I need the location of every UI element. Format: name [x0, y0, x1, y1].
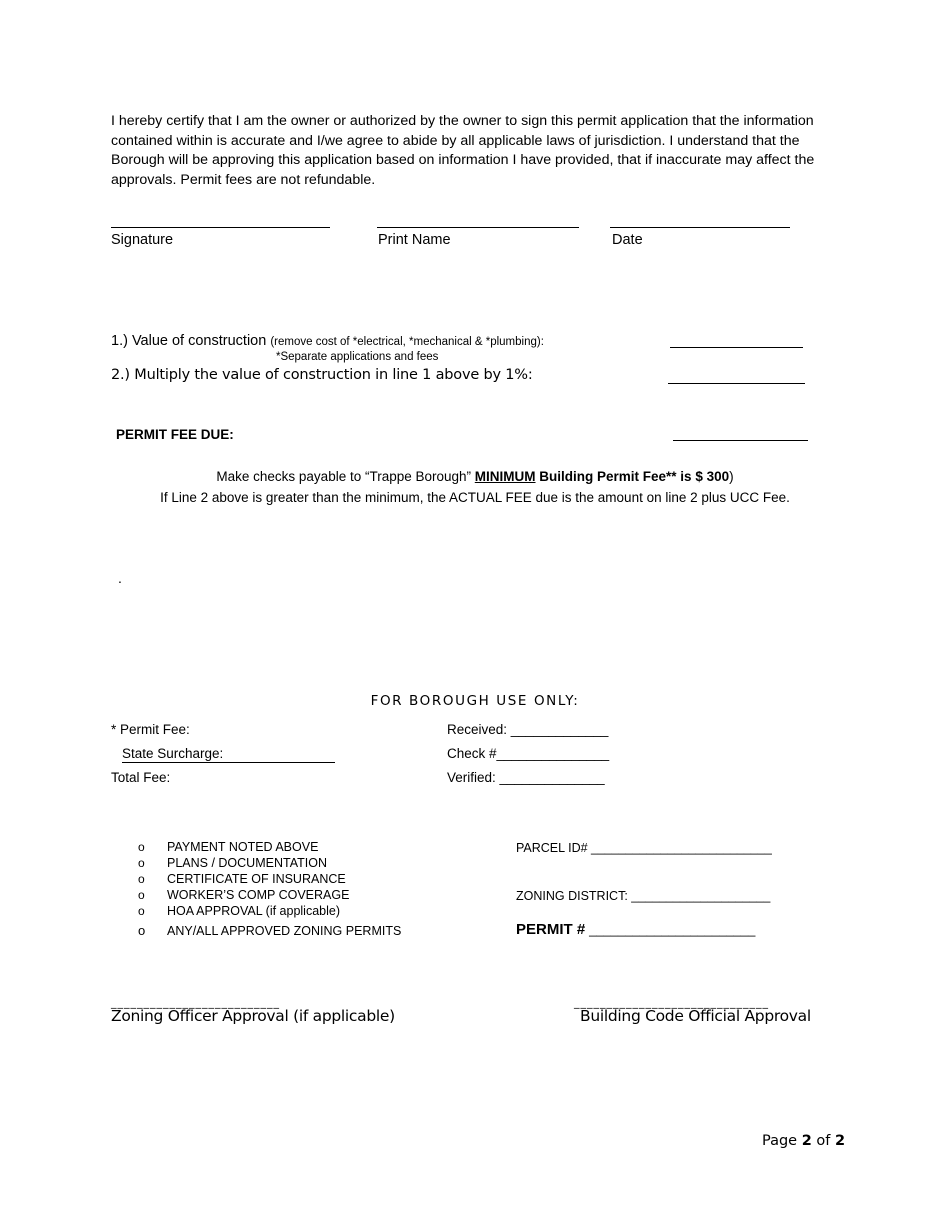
print-name-line[interactable]	[377, 227, 579, 228]
permit-number-blank: _______________________	[589, 922, 756, 937]
date-label: Date	[612, 232, 643, 248]
line2-value-field[interactable]	[668, 383, 805, 384]
signature-label: Signature	[111, 232, 174, 248]
line1-value-field[interactable]	[670, 347, 803, 348]
line1-note: (remove cost of *electrical, *mechanical & *plumbing):	[270, 336, 544, 348]
zoning-approval-label: Zoning Officer Approval (if applicable)	[111, 1007, 395, 1025]
payment-suffix: )	[729, 469, 734, 484]
payment-note-line2: If Line 2 above is greater than the minimum, the ACTUAL FEE due is the amount on line 2 plus UCC Fee.	[160, 490, 790, 505]
checklist-item: o PAYMENT NOTED ABOVE	[138, 840, 319, 854]
state-surcharge-label: State Surcharge:	[122, 746, 224, 761]
bullet-icon[interactable]: o	[138, 904, 145, 918]
payment-note-line1	[0, 469, 950, 484]
fee-line-2: 2.) Multiply the value of construction in line 1 above by 1%:	[111, 367, 533, 383]
checklist-item: o CERTIFICATE OF INSURANCE	[138, 872, 346, 886]
fee-line-1	[111, 333, 544, 349]
verified-field[interactable]: Verified: ______________	[447, 770, 605, 785]
certification-text: I hereby certify that I am the owner or authorized by the owner to sign this permit application that the information contained within is accurate and I/we agree to abide by all applicable laws of jurisdiction. I understand that the Borough will be approving this application based on information I have provided, that if inaccurate may affect the approvals. Permit fees are not refundable.	[111, 113, 815, 189]
bullet-icon[interactable]: o	[138, 840, 145, 854]
permit-fee-due-label: PERMIT FEE DUE:	[116, 427, 234, 442]
bullet-icon[interactable]: o	[138, 856, 145, 870]
borough-use-heading: FOR BOROUGH USE ONLY:	[370, 693, 580, 709]
payment-prefix: Make checks payable to “Trappe Borough”	[216, 469, 475, 484]
parcel-id-field[interactable]: PARCEL ID# __________________________	[516, 841, 772, 855]
permit-fee-label: * Permit Fee:	[111, 722, 190, 737]
line1-label: 1.) Value of construction	[111, 333, 267, 349]
check-number-field[interactable]: Check #_______________	[447, 746, 610, 761]
permit-fee-due-field[interactable]	[673, 440, 808, 441]
building-approval-label: Building Code Official Approval	[580, 1007, 811, 1025]
checklist-item: o ANY/ALL APPROVED ZONING PERMITS	[138, 923, 402, 938]
print-name-label: Print Name	[378, 232, 451, 248]
minimum-fee-text: Building Permit Fee** is $ 300	[535, 469, 730, 484]
permit-number-label: PERMIT #	[516, 921, 586, 938]
received-field[interactable]: Received: _____________	[447, 722, 609, 737]
zoning-district-field[interactable]: ZONING DISTRICT: ____________________	[516, 889, 771, 903]
stray-mark: .	[118, 570, 122, 586]
state-surcharge-field[interactable]	[122, 746, 335, 763]
checklist-item: o WORKER’S COMP COVERAGE	[138, 888, 350, 902]
minimum-text: MINIMUM	[474, 469, 536, 484]
bullet-icon[interactable]: o	[138, 888, 145, 902]
total-fee-label: Total Fee:	[111, 770, 171, 785]
checklist-item: o PLANS / DOCUMENTATION	[138, 856, 327, 870]
date-line[interactable]	[610, 227, 790, 228]
permit-number-field[interactable]	[516, 921, 755, 938]
checklist-item: o HOA APPROVAL (if applicable)	[138, 904, 340, 918]
bullet-icon[interactable]: o	[138, 923, 146, 938]
building-approval-line[interactable]: ______________________________	[574, 996, 769, 1009]
signature-line[interactable]	[111, 227, 330, 228]
line1-subnote: *Separate applications and fees	[276, 351, 439, 363]
page-number: Page 2 of 2	[762, 1133, 846, 1149]
bullet-icon[interactable]: o	[138, 872, 145, 886]
zoning-approval-line[interactable]: __________________________	[111, 996, 280, 1009]
